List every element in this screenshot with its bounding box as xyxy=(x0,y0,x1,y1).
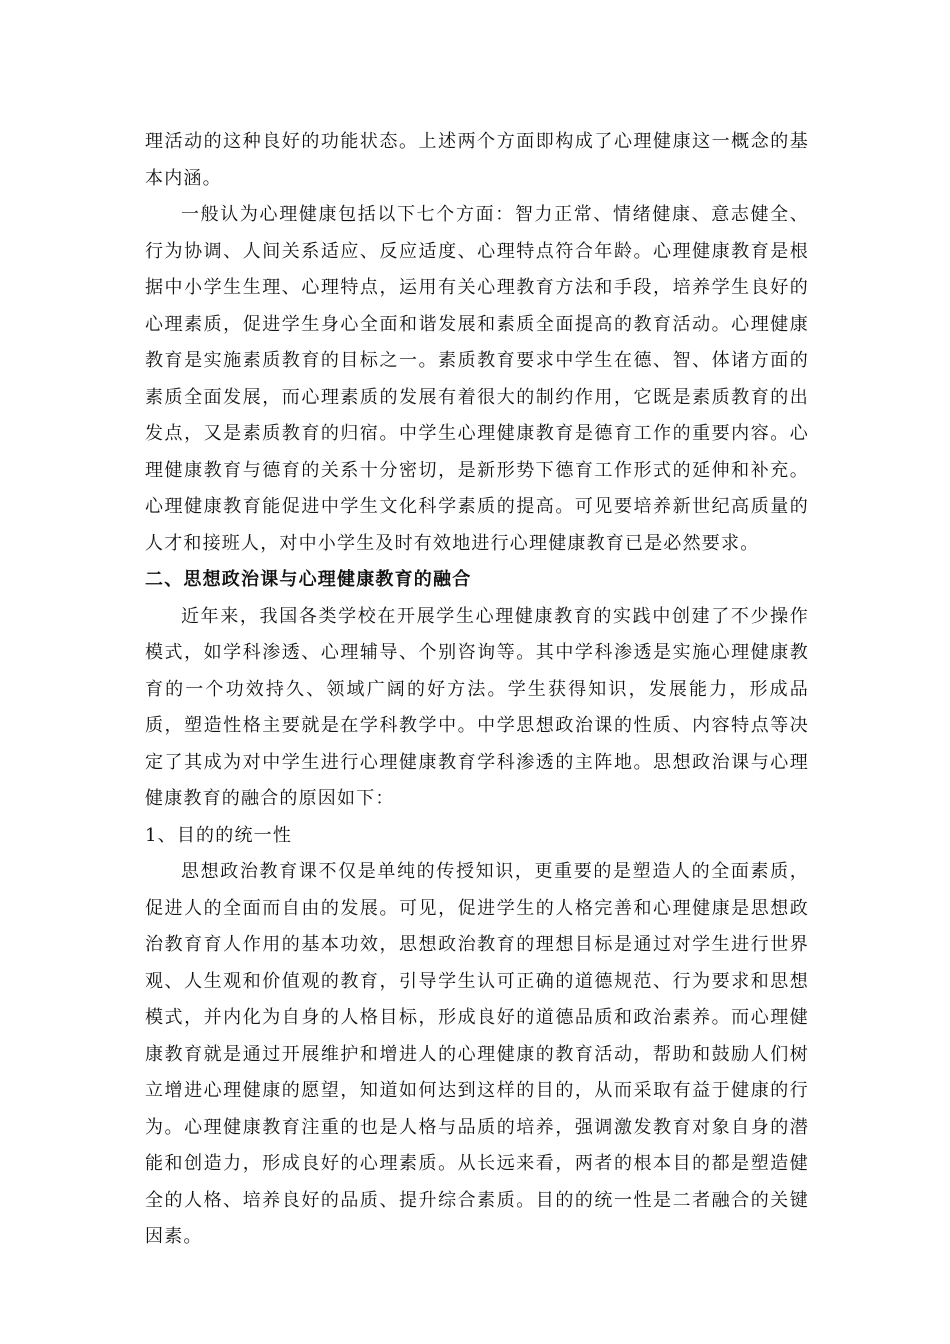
section-heading: 二、思想政治课与心理健康教育的融合 xyxy=(145,569,472,590)
paragraph-integration-reasons: 近年来，我国各类学校在开展学生心理健康教育的实践中创建了不少操作模式，如学科渗透、心理辅导、个别咨询等。其中学科渗透是实施心理健康教育的一个功效持久、领域广阔的好方法。学生获得知识，发展能力，形成品质，塑造性格主要就是在学科教学中。中学思想政治课的性质、内容特点等决定了其成为对中学生进行心理健康教育学科渗透的主阵地。思想政治课与心理健康教育的融合的原因如下： xyxy=(145,605,809,809)
paragraph-continuation: 理活动的这种良好的功能状态。上述两个方面即构成了心理健康这一概念的基本内涵。 xyxy=(145,131,809,189)
paragraph-unity-of-purpose: 思想政治教育课不仅是单纯的传授知识，更重要的是塑造人的全面素质，促进人的全面而自由的发展。可见，促进学生的人格完善和心理健康是思想政治教育育人作用的基本功效，思想政治教育的理想目标是通过对学生进行世界观、人生观和价值观的教育，引导学生认可正确的道德规范、行为要求和思想模式，并内化为自身的人格目标，形成良好的道德品质和政治素养。而心理健康教育就是通过开展维护和增进人的心理健康的教育活动，帮助和鼓励人们树立增进心理健康的愿望，知道如何达到这样的目的，从而采取有益于健康的行为。心理健康教育注重的也是人格与品质的培养，强调激发教育对象自身的潜能和创造力，形成良好的心理素质。从长远来看，两者的根本目的都是塑造健全的人格、培养良好的品质、提升综合素质。目的的统一性是二者融合的关键因素。 xyxy=(145,861,809,1247)
document-body xyxy=(145,124,809,1256)
subsection-heading: 1、目的的统一性 xyxy=(145,824,293,846)
paragraph-mental-health-aspects: 一般认为心理健康包括以下七个方面：智力正常、情绪健康、意志健全、行为协调、人间关系适应、反应适度、心理特点符合年龄。心理健康教育是根据中小学生生理、心理特点，运用有关心理教育方法和手段，培养学生良好的心理素质，促进学生身心全面和谐发展和素质全面提高的教育活动。心理健康教育是实施素质教育的目标之一。素质教育要求中学生在德、智、体诸方面的素质全面发展，而心理素质的发展有着很大的制约作用，它既是素质教育的出发点，又是素质教育的归宿。中学生心理健康教育是德育工作的重要内容。心理健康教育与德育的关系十分密切，是新形势下德育工作形式的延伸和补充。心理健康教育能促进中学生文化科学素质的提高。可见要培养新世纪高质量的人才和接班人，对中小学生及时有效地进行心理健康教育已是必然要求。 xyxy=(145,204,809,554)
